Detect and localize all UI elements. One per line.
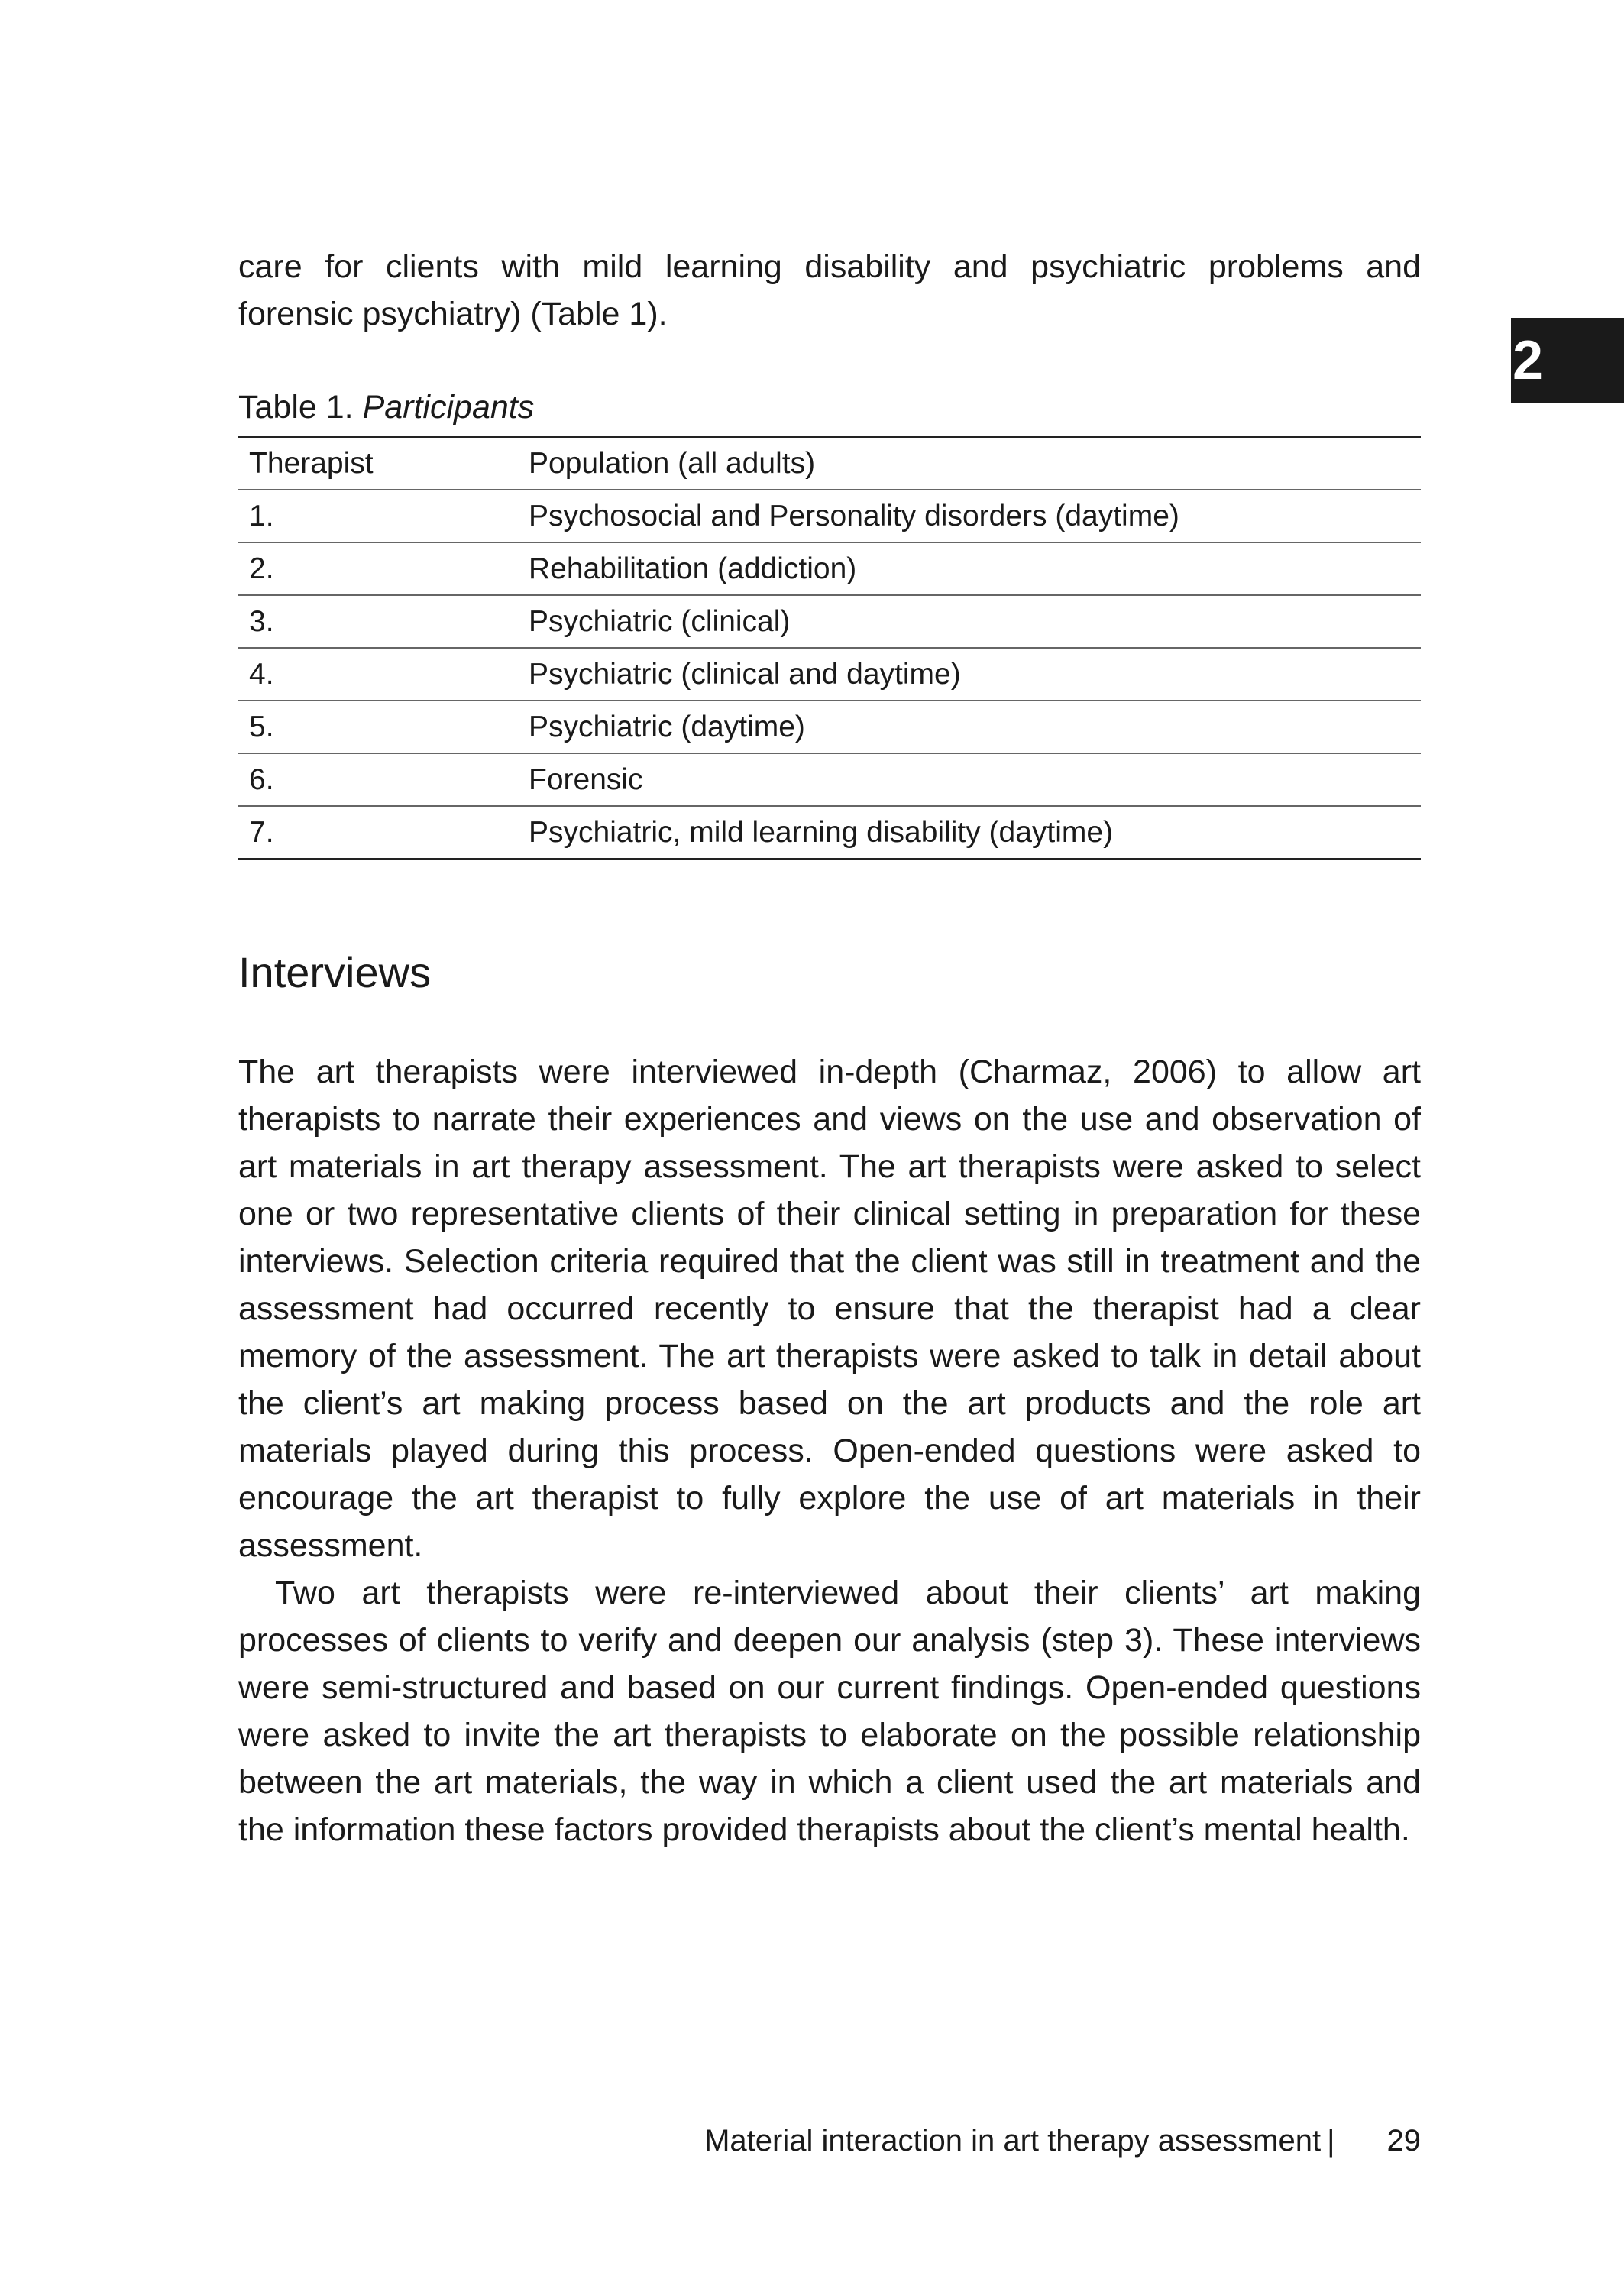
table-title: Participants xyxy=(362,389,535,426)
table-row xyxy=(238,701,1421,753)
therapist-cell: 7. xyxy=(238,806,518,859)
section-body xyxy=(238,1048,1421,1853)
therapist-cell: 2. xyxy=(238,542,518,595)
therapist-cell: 3. xyxy=(238,595,518,648)
population-cell: Psychosocial and Personality disorders (daytime) xyxy=(518,490,1421,542)
table-row xyxy=(238,490,1421,542)
table-label: Table 1. xyxy=(238,389,354,426)
section-heading: Interviews xyxy=(238,948,432,996)
table-header-row xyxy=(238,437,1421,490)
therapist-cell: 4. xyxy=(238,648,518,701)
participants-table xyxy=(238,436,1421,860)
population-cell: Rehabilitation (addiction) xyxy=(518,542,1421,595)
chapter-tab: 2 xyxy=(1511,318,1624,403)
body-paragraph-1: The art therapists were interviewed in-depth (Charmaz, 2006) to allow art therapists to narrate their experiences and views on the use and observation of art materials in art therapy assessment. The art therapists were asked to select one or two representative clients of their clinical setting in preparation for these interviews. Selection criteria required that the client was still in treatment and the assessment had occurred recently to ensure that the therapist had a clear memory of the assessment. The art therapists were asked to talk in detail about the client’s art making process based on the art products and the role art materials played during this process. Open-ended questions were asked to encourage the art therapist to fully explore the use of art materials in their assessment. xyxy=(238,1054,1421,1564)
population-cell: Psychiatric, mild learning disability (daytime) xyxy=(518,806,1421,859)
page-number: 29 xyxy=(1386,2124,1421,2158)
table-row xyxy=(238,806,1421,859)
population-cell: Psychiatric (clinical and daytime) xyxy=(518,648,1421,701)
intro-paragraph xyxy=(238,243,1421,338)
running-title: Material interaction in art therapy assessment xyxy=(704,2124,1322,2158)
therapist-cell: 1. xyxy=(238,490,518,542)
therapist-cell: 6. xyxy=(238,753,518,806)
therapist-cell: 5. xyxy=(238,701,518,753)
table-row xyxy=(238,595,1421,648)
table-header-population: Population (all adults) xyxy=(518,437,1421,490)
table-header-therapist: Therapist xyxy=(238,437,518,490)
intro-line-2: forensic psychiatry) (Table 1). xyxy=(238,296,668,332)
page-footer xyxy=(654,2121,1421,2161)
table-row xyxy=(238,753,1421,806)
footer-separator: | xyxy=(1327,2124,1335,2158)
table-row xyxy=(238,542,1421,595)
intro-line-1: care for clients with mild learning disability and psychiatric problems and xyxy=(238,248,1421,285)
population-cell: Psychiatric (daytime) xyxy=(518,701,1421,753)
population-cell: Forensic xyxy=(518,753,1421,806)
table-row xyxy=(238,648,1421,701)
population-cell: Psychiatric (clinical) xyxy=(518,595,1421,648)
body-paragraph-2: Two art therapists were re-interviewed about their clients’ art making processes of clients to verify and deepen our analysis (step 3). These interviews were semi-structured and based on our current findings. Open-ended questions were asked to invite the art therapists to elaborate on the possible relationship between the art materials, the way in which a client used the art materials and the information these factors provided therapists about the client’s mental health. xyxy=(238,1575,1421,1848)
table-caption xyxy=(238,386,534,429)
